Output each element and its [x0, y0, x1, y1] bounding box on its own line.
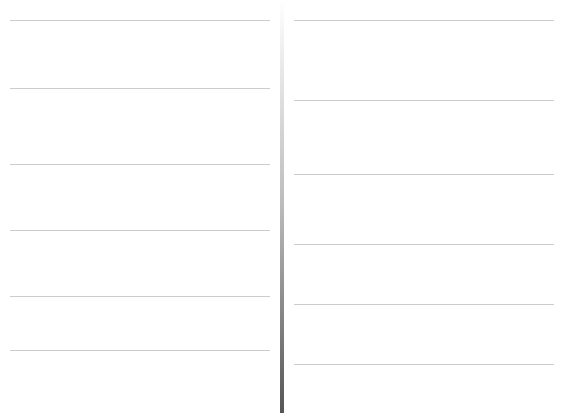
question-block: [294, 174, 554, 175]
question-block: [294, 364, 554, 365]
question-block: [10, 296, 270, 297]
question-block: [10, 20, 270, 21]
question-block: [10, 164, 270, 165]
question-block: [10, 88, 270, 89]
question-block: [294, 304, 554, 305]
question-block: [294, 20, 554, 21]
book-gutter: [280, 0, 284, 413]
question-block: [294, 100, 554, 101]
question-block: [294, 244, 554, 245]
question-block: [10, 230, 270, 231]
right-page: [288, 4, 558, 409]
left-page: [4, 4, 274, 409]
question-block: [10, 350, 270, 351]
